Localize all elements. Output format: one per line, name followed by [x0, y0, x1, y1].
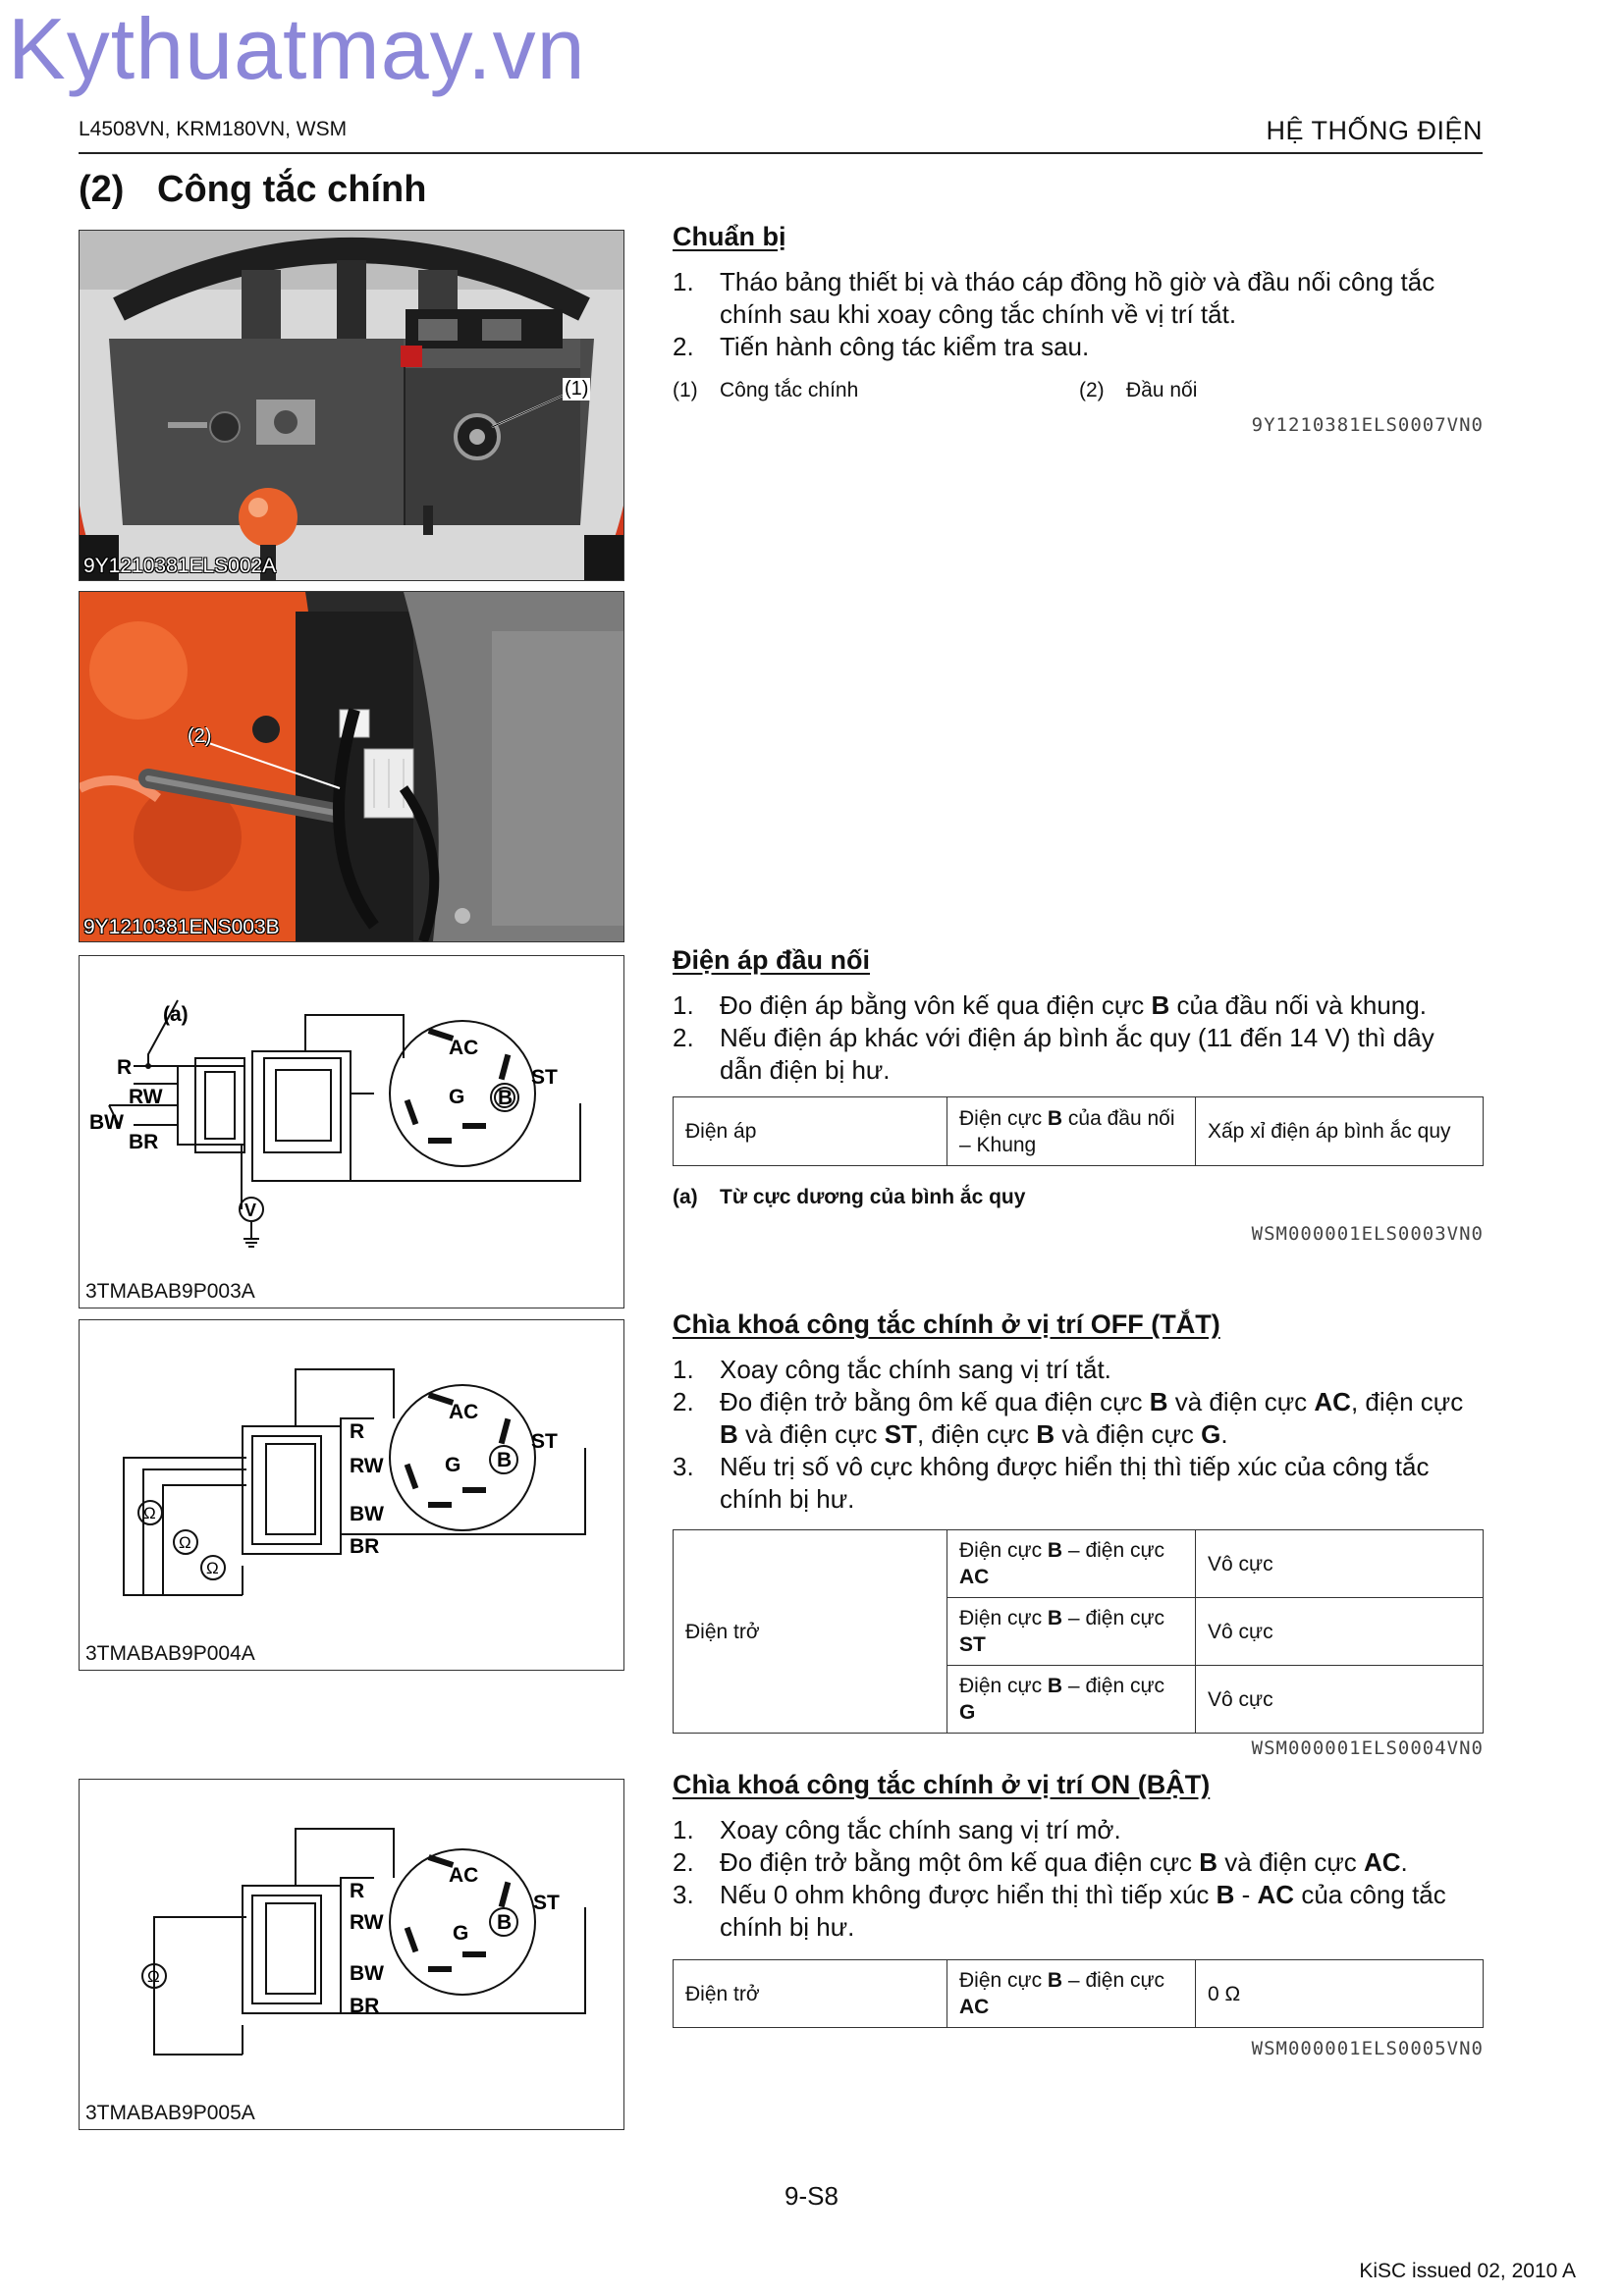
dashboard-photo-illustration — [80, 231, 623, 580]
label-RW: RW — [350, 1911, 384, 1934]
label-RW: RW — [129, 1086, 163, 1108]
page-number: 9-S8 — [784, 2181, 839, 2211]
table-cell: Điện cực B – điện cực ST — [947, 1598, 1196, 1666]
on-heading: Chìa khoá công tắc chính ở vị trí ON (BẬT) — [673, 1770, 1211, 1799]
label-ST: ST — [531, 1430, 558, 1453]
table-cell: Xấp xỉ điện áp bình ắc quy — [1196, 1097, 1484, 1166]
label-BR: BR — [350, 1535, 380, 1558]
list-item: 2. Đo điện trở bằng một ôm kế qua điện cực B và điện cực AC. — [673, 1847, 1408, 1877]
off-wiring-diagram — [80, 1320, 623, 1670]
table-cell: Điện trở — [674, 1960, 947, 2028]
table-cell: Điện cực B của đầu nối – Khung — [947, 1097, 1196, 1166]
voltage-wiring-diagram — [80, 956, 623, 1308]
prep-steps — [673, 266, 1484, 363]
on-steps — [673, 1814, 1484, 1944]
connector-photo-illustration — [80, 592, 623, 941]
voltage-note: (a) Từ cực dương của bình ắc quy — [673, 1186, 1026, 1208]
on-code: WSM000001ELS0005VN0 — [1251, 2038, 1484, 2059]
diagram2-caption: 3TMABAB9P004A — [85, 1642, 255, 1665]
table-cell: Vô cực — [1196, 1598, 1484, 1666]
label-B: B — [497, 1449, 513, 1471]
label-G: G — [453, 1922, 469, 1945]
diagram-off — [79, 1319, 624, 1671]
header-chapter: HỆ THỐNG ĐIỆN — [1266, 116, 1483, 145]
label-R: R — [350, 1880, 365, 1902]
label-AC: AC — [449, 1864, 479, 1887]
label-BR: BR — [129, 1131, 159, 1153]
list-item: 1. Đo điện áp bằng vôn kế qua điện cực B của đầu nối và khung. — [673, 990, 1427, 1020]
diagram1-caption: 3TMABAB9P003A — [85, 1280, 255, 1303]
photo2-caption: 9Y1210381ENS003B — [83, 916, 280, 938]
label-AC: AC — [449, 1037, 479, 1059]
label-G: G — [449, 1086, 465, 1108]
photo-dashboard — [79, 230, 624, 581]
list-item: 3. Nếu 0 ohm không được hiển thị thì tiếp xúc B - AC của công tắc chính bị hư. — [673, 1880, 1446, 1942]
list-item: 1. Xoay công tắc chính sang vị trí tắt. — [673, 1355, 1111, 1384]
list-item: 2. Đo điện trở bằng ôm kế qua điện cực B và điện cực AC, điện cực B và điện cực ST, điện cực B và điện cực G. — [673, 1387, 1464, 1449]
prep-heading: Chuẩn bị — [673, 222, 786, 251]
legend-item: (2) Đầu nối — [1079, 379, 1198, 401]
ohm-icon: Ω — [147, 1967, 160, 1986]
table-cell: Điện áp — [674, 1097, 947, 1166]
callout-2: (2) — [188, 725, 212, 747]
section-title — [79, 169, 426, 211]
table-row — [674, 1530, 1484, 1598]
label-ST: ST — [533, 1892, 560, 1914]
label-R: R — [117, 1056, 133, 1079]
prep-legend — [673, 379, 1484, 402]
table-cell: Điện cực B – điện cực G — [947, 1666, 1196, 1734]
list-item: 1. Tháo bảng thiết bị và tháo cáp đồng hồ giờ và đầu nối công tắc chính sau khi xoay công tắc chính về vị trí tắt. — [673, 267, 1435, 329]
table-row — [674, 1097, 1484, 1166]
table-cell: Điện cực B – điện cực AC — [947, 1960, 1196, 2028]
list-item: 3. Nếu trị số vô cực không được hiển thị thì tiếp xúc của công tắc chính bị hư. — [673, 1452, 1430, 1514]
label-AC: AC — [449, 1401, 479, 1423]
off-steps — [673, 1354, 1484, 1516]
voltage-steps — [673, 989, 1484, 1087]
table-row — [674, 1960, 1484, 2028]
ohm-icon: Ω — [179, 1533, 191, 1552]
table-cell: Vô cực — [1196, 1530, 1484, 1598]
watermark: Kythuatmay.vn — [8, 0, 586, 97]
ohm-icon: Ω — [143, 1504, 156, 1522]
callout-1: (1) — [565, 378, 589, 400]
list-item: 2. Nếu điện áp khác với điện áp bình ắc quy (11 đến 14 V) thì dây dẫn điện bị hư. — [673, 1023, 1434, 1085]
header-model: L4508VN, KRM180VN, WSM — [79, 118, 348, 140]
label-B: B — [498, 1087, 514, 1109]
voltage-heading: Điện áp đầu nối — [673, 945, 871, 975]
off-table — [673, 1529, 1484, 1734]
legend-item: (1) Công tắc chính — [673, 379, 859, 401]
list-item: 1. Xoay công tắc chính sang vị trí mở. — [673, 1815, 1121, 1844]
section-title-text: Công tắc chính — [157, 169, 427, 210]
label-BW: BW — [350, 1503, 384, 1525]
label-B: B — [497, 1911, 513, 1934]
voltage-table — [673, 1096, 1484, 1166]
label-BR: BR — [350, 1995, 380, 2017]
list-item: 2. Tiến hành công tác kiểm tra sau. — [673, 332, 1090, 361]
issued-note: KiSC issued 02, 2010 A — [1359, 2260, 1576, 2282]
label-BW: BW — [350, 1962, 384, 1985]
prep-section — [673, 222, 1484, 436]
diagram-voltage — [79, 955, 624, 1308]
table-cell: Vô cực — [1196, 1666, 1484, 1734]
table-cell: Điện cực B – điện cực AC — [947, 1530, 1196, 1598]
header-rule — [79, 152, 1483, 154]
section-number: (2) — [79, 169, 125, 210]
label-ST: ST — [531, 1066, 558, 1089]
label-G: G — [445, 1454, 461, 1476]
diagram-on — [79, 1779, 624, 2130]
on-wiring-diagram — [80, 1780, 623, 2129]
on-table — [673, 1959, 1484, 2028]
off-code: WSM000001ELS0004VN0 — [1251, 1737, 1484, 1759]
table-cell: 0 Ω — [1196, 1960, 1484, 2028]
prep-code: 9Y1210381ELS0007VN0 — [1251, 414, 1484, 436]
label-BW: BW — [89, 1111, 124, 1134]
label-RW: RW — [350, 1455, 384, 1477]
off-heading: Chìa khoá công tắc chính ở vị trí OFF (TẮT) — [673, 1309, 1220, 1339]
label-V: V — [244, 1201, 257, 1220]
ohm-icon: Ω — [206, 1559, 219, 1577]
photo-connector — [79, 591, 624, 942]
off-section — [673, 1309, 1484, 1759]
table-cell: Điện trở — [674, 1530, 947, 1734]
label-R: R — [350, 1420, 365, 1443]
diagram3-caption: 3TMABAB9P005A — [85, 2102, 255, 2124]
voltage-code: WSM000001ELS0003VN0 — [1251, 1223, 1484, 1245]
on-section — [673, 1770, 1484, 2059]
label-a: (a) — [163, 1003, 189, 1026]
photo1-caption: 9Y1210381ELS002A — [83, 555, 277, 577]
voltage-section — [673, 945, 1484, 1245]
